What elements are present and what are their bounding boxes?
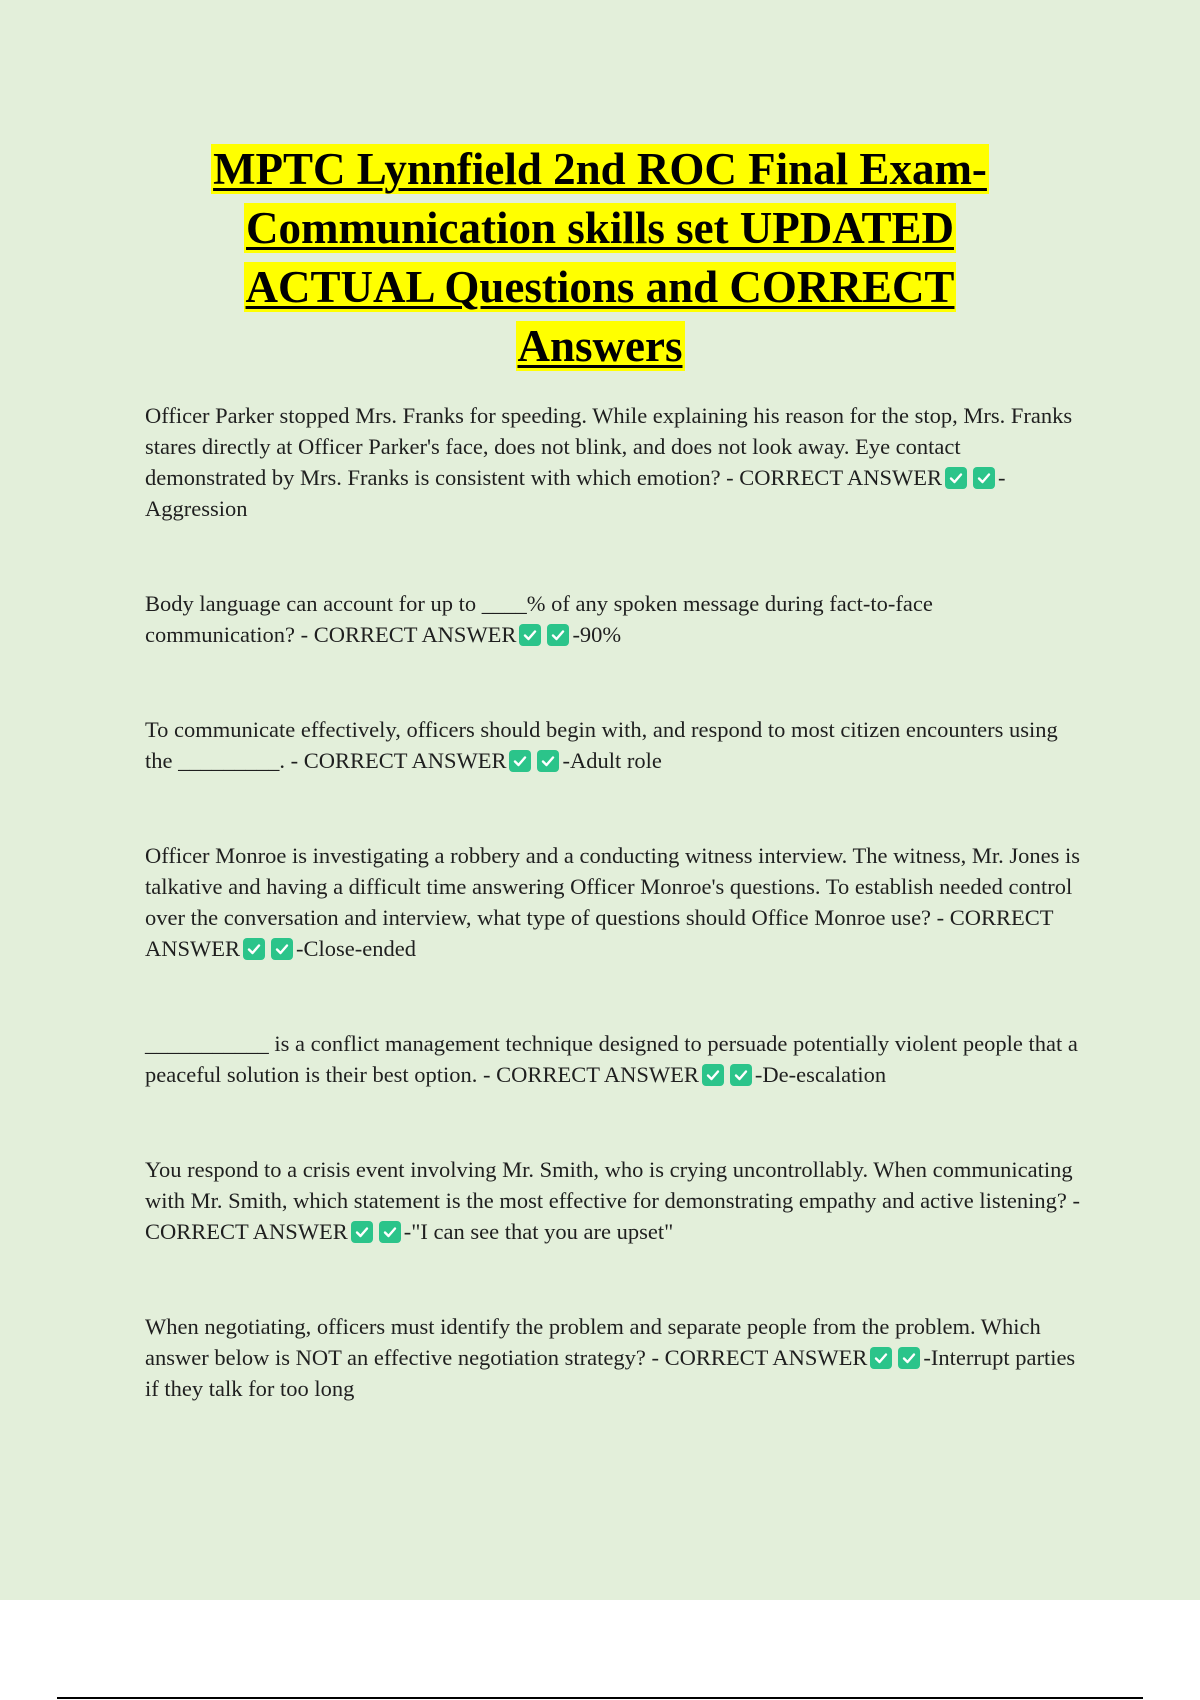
page-divider — [57, 1697, 1143, 1699]
checkmark-box-icon — [509, 750, 531, 772]
question-text: Officer Parker stopped Mrs. Franks for speeding. While explaining his reason for the stop, Mrs. Franks stares directly at Officer Parker's face, does not blink, and does not look away. Eye contact demonstrated by Mrs. Franks is consistent with which emotion? - CORRECT ANSWER — [145, 403, 1073, 490]
checkmark-box-icon — [537, 750, 559, 772]
checkmark-box-icon — [379, 1221, 401, 1243]
answer-text: -De-escalation — [754, 1062, 887, 1087]
title-line: MPTC Lynnfield 2nd ROC Final Exam- — [213, 144, 987, 194]
question-text: When negotiating, officers must identify the problem and separate people from the problem. Which answer below is NOT an effective negotiation strategy? - CORRECT ANSWER — [145, 1314, 1041, 1370]
qa-item — [145, 840, 1085, 964]
question-text: You respond to a crisis event involving Mr. Smith, who is crying uncontrollably. When communicating with Mr. Smith, which statement is the most effective for demonstrating empathy and active listening? - CORRECT ANSWER — [145, 1157, 1081, 1244]
question-text: ___________ is a conflict management technique designed to persuade potentially violent people that a peaceful solution is their best option. - CORRECT ANSWER — [145, 1031, 1078, 1087]
checkmark-box-icon — [351, 1221, 373, 1243]
title-line: Communication skills set UPDATED — [246, 203, 954, 253]
checkmark-box-icon — [519, 624, 541, 646]
answer-text: -Interrupt parties if they talk for too long — [145, 1345, 1076, 1401]
title-line: ACTUAL Questions and CORRECT — [245, 262, 955, 312]
checkmark-box-icon — [271, 938, 293, 960]
question-answer-list — [145, 400, 1085, 1468]
qa-item — [145, 1311, 1085, 1404]
qa-item — [145, 400, 1085, 524]
checkmark-box-icon — [702, 1064, 724, 1086]
answer-text: -"I can see that you are upset" — [403, 1219, 674, 1244]
question-text: Body language can account for up to ____% of any spoken message during fact-to-face communication? - CORRECT ANSWER — [145, 591, 933, 647]
qa-item — [145, 1028, 1085, 1090]
checkmark-box-icon — [973, 467, 995, 489]
answer-text: -Close-ended — [296, 936, 416, 961]
checkmark-box-icon — [945, 467, 967, 489]
question-text: To communicate effectively, officers should begin with, and respond to most citizen encounters using the _________. - CORRECT ANSWER — [145, 717, 1058, 773]
document-title — [100, 140, 1100, 376]
qa-item — [145, 714, 1085, 776]
answer-text: -90% — [572, 622, 622, 647]
question-text: Officer Monroe is investigating a robbery and a conducting witness interview. The witness, Mr. Jones is talkative and having a difficult time answering Officer Monroe's questions. To establish needed control over the conversation and interview, what type of questions should Office Monroe use? - CORRECT ANSWER — [145, 843, 1081, 961]
answer-text: -Aggression — [145, 465, 1006, 521]
checkmark-box-icon — [547, 624, 569, 646]
title-line: Answers — [517, 321, 683, 371]
answer-text: -Adult role — [562, 748, 662, 773]
checkmark-box-icon — [898, 1347, 920, 1369]
checkmark-box-icon — [870, 1347, 892, 1369]
checkmark-box-icon — [243, 938, 265, 960]
qa-item — [145, 1154, 1085, 1247]
qa-item — [145, 588, 1085, 650]
checkmark-box-icon — [730, 1064, 752, 1086]
